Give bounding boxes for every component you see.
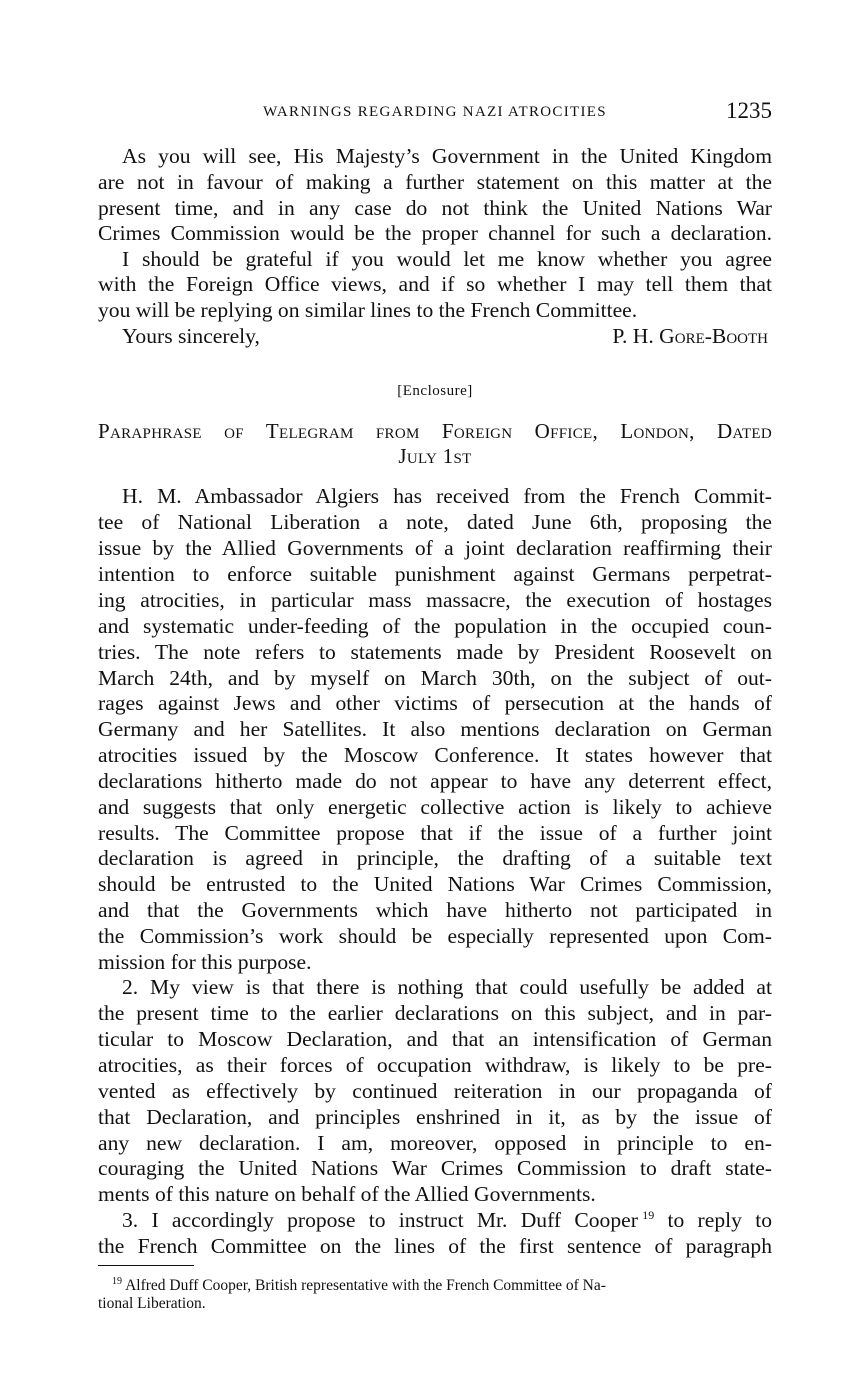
- signature: P. H. Gore-Booth: [612, 324, 768, 348]
- body-line: that Declaration, and principles enshrined in it, as by the issue of: [98, 1105, 772, 1129]
- letter-line: present time, and in any case do not think the United Nations War: [98, 196, 772, 220]
- footnote-reference[interactable]: 19: [642, 1207, 655, 1222]
- body-line: issue by the Allied Governments of a joint declaration reaffirming their: [98, 536, 772, 560]
- body-line: atrocities issued by the Moscow Conference. It states however that: [98, 743, 772, 767]
- footnote: [98, 1277, 772, 1295]
- letter-line: As you will see, His Majesty’s Government in the United Kingdom: [122, 144, 772, 168]
- body-line: results. The Committee propose that if the issue of a further joint: [98, 821, 772, 845]
- letter-line: I should be grateful if you would let me know whether you agree: [122, 247, 772, 271]
- body-line: intention to enforce suitable punishment against Germans perpetrat-: [98, 562, 772, 586]
- section-heading: Paraphrase of Telegram from Foreign Office, London, Dated: [98, 419, 772, 443]
- body-line: Germany and her Satellites. It also mentions declaration on German: [98, 717, 772, 741]
- closing: Yours sincerely,: [122, 324, 260, 348]
- body-line: the present time to the earlier declarations on this subject, and in par-: [98, 1001, 772, 1025]
- body-line: ments of this nature on behalf of the Allied Governments.: [98, 1182, 596, 1206]
- body-line: declarations hitherto made do not appear to have any deterrent effect,: [98, 769, 772, 793]
- paragraph-three-text-cont: to reply to: [654, 1208, 772, 1232]
- body-line: any new declaration. I am, moreover, opposed in principle to en-: [98, 1131, 772, 1155]
- footnote-divider: [98, 1265, 194, 1266]
- body-line: the Commission’s work should be especially represented upon Com-: [98, 924, 772, 948]
- section-heading-date: July 1st: [398, 444, 472, 468]
- body-line: the French Committee on the lines of the first sentence of paragraph: [98, 1234, 772, 1258]
- body-line: atrocities, as their forces of occupation withdraw, is likely to be pre-: [98, 1053, 772, 1077]
- body-line: 2. My view is that there is nothing that could usefully be added at: [122, 975, 772, 999]
- body-line: [98, 1207, 772, 1233]
- footnote-continuation: tional Liberation.: [98, 1295, 206, 1312]
- body-line: should be entrusted to the United Nations War Crimes Commission,: [98, 872, 772, 896]
- body-line: declaration is agreed in principle, the drafting of a suitable text: [98, 846, 772, 870]
- body-line: and systematic under-feeding of the population in the occupied coun-: [98, 614, 772, 638]
- page-number: 1235: [726, 98, 772, 123]
- footnote-mark: 19: [112, 1275, 122, 1287]
- body-line: tries. The note refers to statements made by President Roosevelt on: [98, 640, 772, 664]
- enclosure-label: [Enclosure]: [397, 383, 473, 399]
- body-line: March 24th, and by myself on March 30th, on the subject of out-: [98, 666, 772, 690]
- body-line: mission for this purpose.: [98, 950, 312, 974]
- body-line: tee of National Liberation a note, dated June 6th, proposing the: [98, 510, 772, 534]
- running-title: WARNINGS REGARDING NAZI ATROCITIES: [263, 104, 607, 120]
- body-line: H. M. Ambassador Algiers has received from the French Commit-: [122, 484, 772, 508]
- letter-line: you will be replying on similar lines to the French Committee.: [98, 298, 638, 322]
- body-line: couraging the United Nations War Crimes Commission to draft state-: [98, 1156, 772, 1180]
- body-line: ticular to Moscow Declaration, and that an intensification of German: [98, 1027, 772, 1051]
- letter-line: are not in favour of making a further statement on this matter at the: [98, 170, 772, 194]
- running-header: [98, 100, 772, 128]
- body-line: and suggests that only energetic collective action is likely to achieve: [98, 795, 772, 819]
- letter-line: Crimes Commission would be the proper channel for such a declaration.: [98, 221, 772, 245]
- letter-line: with the Foreign Office views, and if so whether I may tell them that: [98, 272, 772, 296]
- body-line: vented as effectively by continued reiteration in our propaganda of: [98, 1079, 772, 1103]
- body-line: ing atrocities, in particular mass massacre, the execution of hostages: [98, 588, 772, 612]
- footnote-text: Alfred Duff Cooper, British representative with the French Committee of Na-: [125, 1277, 606, 1294]
- paragraph-three-text: 3. I accordingly propose to instruct Mr. Duff Cooper: [122, 1208, 638, 1232]
- body-line: rages against Jews and other victims of persecution at the hands of: [98, 691, 772, 715]
- body-line: and that the Governments which have hitherto not participated in: [98, 898, 772, 922]
